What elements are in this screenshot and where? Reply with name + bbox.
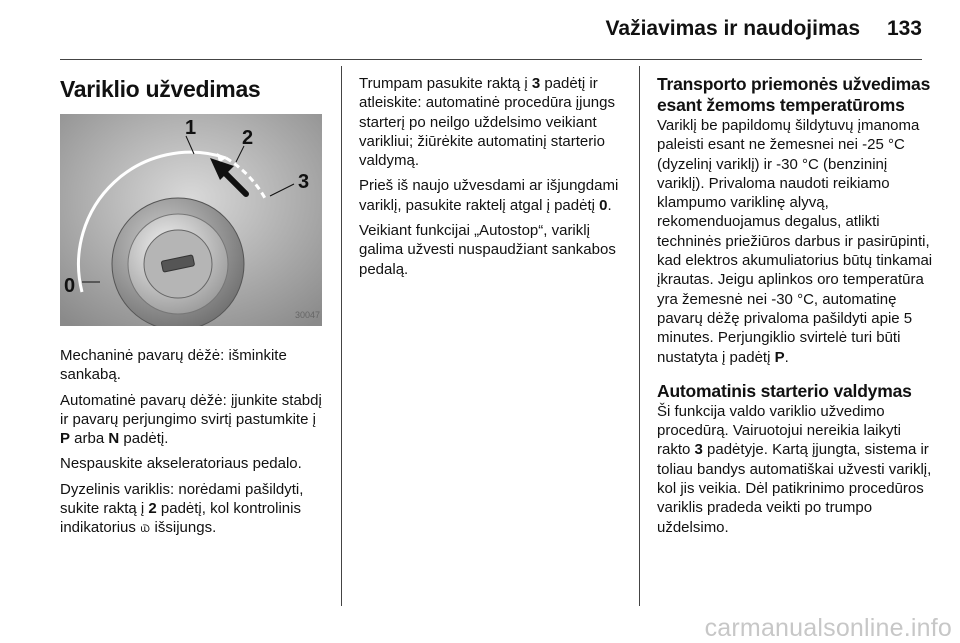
paragraph: Nespauskite akseleratoriaus pedalo. — [60, 455, 302, 473]
ignition-switch-figure — [60, 114, 322, 326]
paragraph: Trumpam pasukite raktą į 3 padėtį ir atleiskite: automatinė procedūra įjungs starterį po neilgo uždelsimo veikiant varikliui; žiūrėkite automatinį starterio valdymą. — [359, 75, 615, 170]
column-1 — [60, 74, 330, 544]
watermark: carmanualsonline.info — [704, 614, 952, 642]
section-title: Variklio užvedimas — [60, 76, 261, 102]
header-rule — [60, 59, 922, 60]
paragraph: Mechaninė pavarų dėžė: išminkite sankabą. — [60, 347, 287, 384]
column-divider-1 — [341, 66, 342, 606]
page-number: 133 — [886, 17, 922, 40]
ignition-switch-diagram — [60, 114, 322, 326]
figure-label-3: 3 — [298, 171, 310, 193]
paragraph: Variklį be papildomų šildytuvų įmanoma paleisti esant ne žemesnei nei -25 °C (dyzelinį variklį) ir -30 °C (benzininį variklį). Privaloma naudoti reikiamo klampumo variklinę alyvą, rekomenduojamus degalus, atlikti techninės priežiūros darbus ir pasirūpinti, kad elektros akumuliatorius būtų tinkamai įkrautas. Jeigu aplinkos oro temperatūra yra žemesnė nei -30 °C, automatinę pavarų dėžę privaloma pašildyti apie 5 minutes. Perjungiklio svirtelė turi būti nustatyta į padėtį P. — [657, 117, 933, 366]
paragraph: Automatinė pavarų dėžė: įjunkite stabdį ir pavarų perjungimo svirtį pastumkite į P arba N padėtį. — [60, 391, 322, 448]
column-divider-2 — [639, 66, 640, 606]
subsection-heading: Automatinis starterio valdymas — [657, 380, 912, 401]
subsection-heading: Transporto priemonės užvedimas esant žemoms temperatūroms — [657, 74, 931, 115]
figure-label-1: 1 — [185, 117, 197, 139]
column-3 — [657, 74, 933, 543]
paragraph: Prieš iš naujo užvesdami ar išjungdami variklį, pasukite raktelį atgal į padėtį 0. — [359, 177, 619, 214]
column-2 — [359, 74, 631, 285]
figure-label-2: 2 — [242, 127, 254, 149]
paragraph: Ši funkcija valdo variklio užvedimo procedūrą. Vairuotojui nereikia laikyti rakto 3 padėtyje. Kartą įjungta, sistema ir toliau bandys automatiškai užvesti variklį, kol jis veikia. Dėl patikrinimo procedūros variklis pradeda veikti po trumpo uždelsimo. — [657, 402, 932, 536]
running-header-title: Važiavimas ir naudojimas — [605, 17, 860, 40]
figure-label-0: 0 — [64, 275, 76, 297]
paragraph: Veikiant funkcijai „Autostop“, variklį galima užvesti nuspaudžiant sankabos pedalą. — [359, 222, 616, 278]
glow-plug-icon: ௰ — [140, 519, 151, 537]
paragraph: Dyzelinis variklis: norėdami pašildyti, sukite raktą į 2 padėtį, kol kontrolinis indikatorius ௰ išsijungs. — [60, 480, 304, 537]
figure-id: 30047 — [294, 310, 320, 320]
